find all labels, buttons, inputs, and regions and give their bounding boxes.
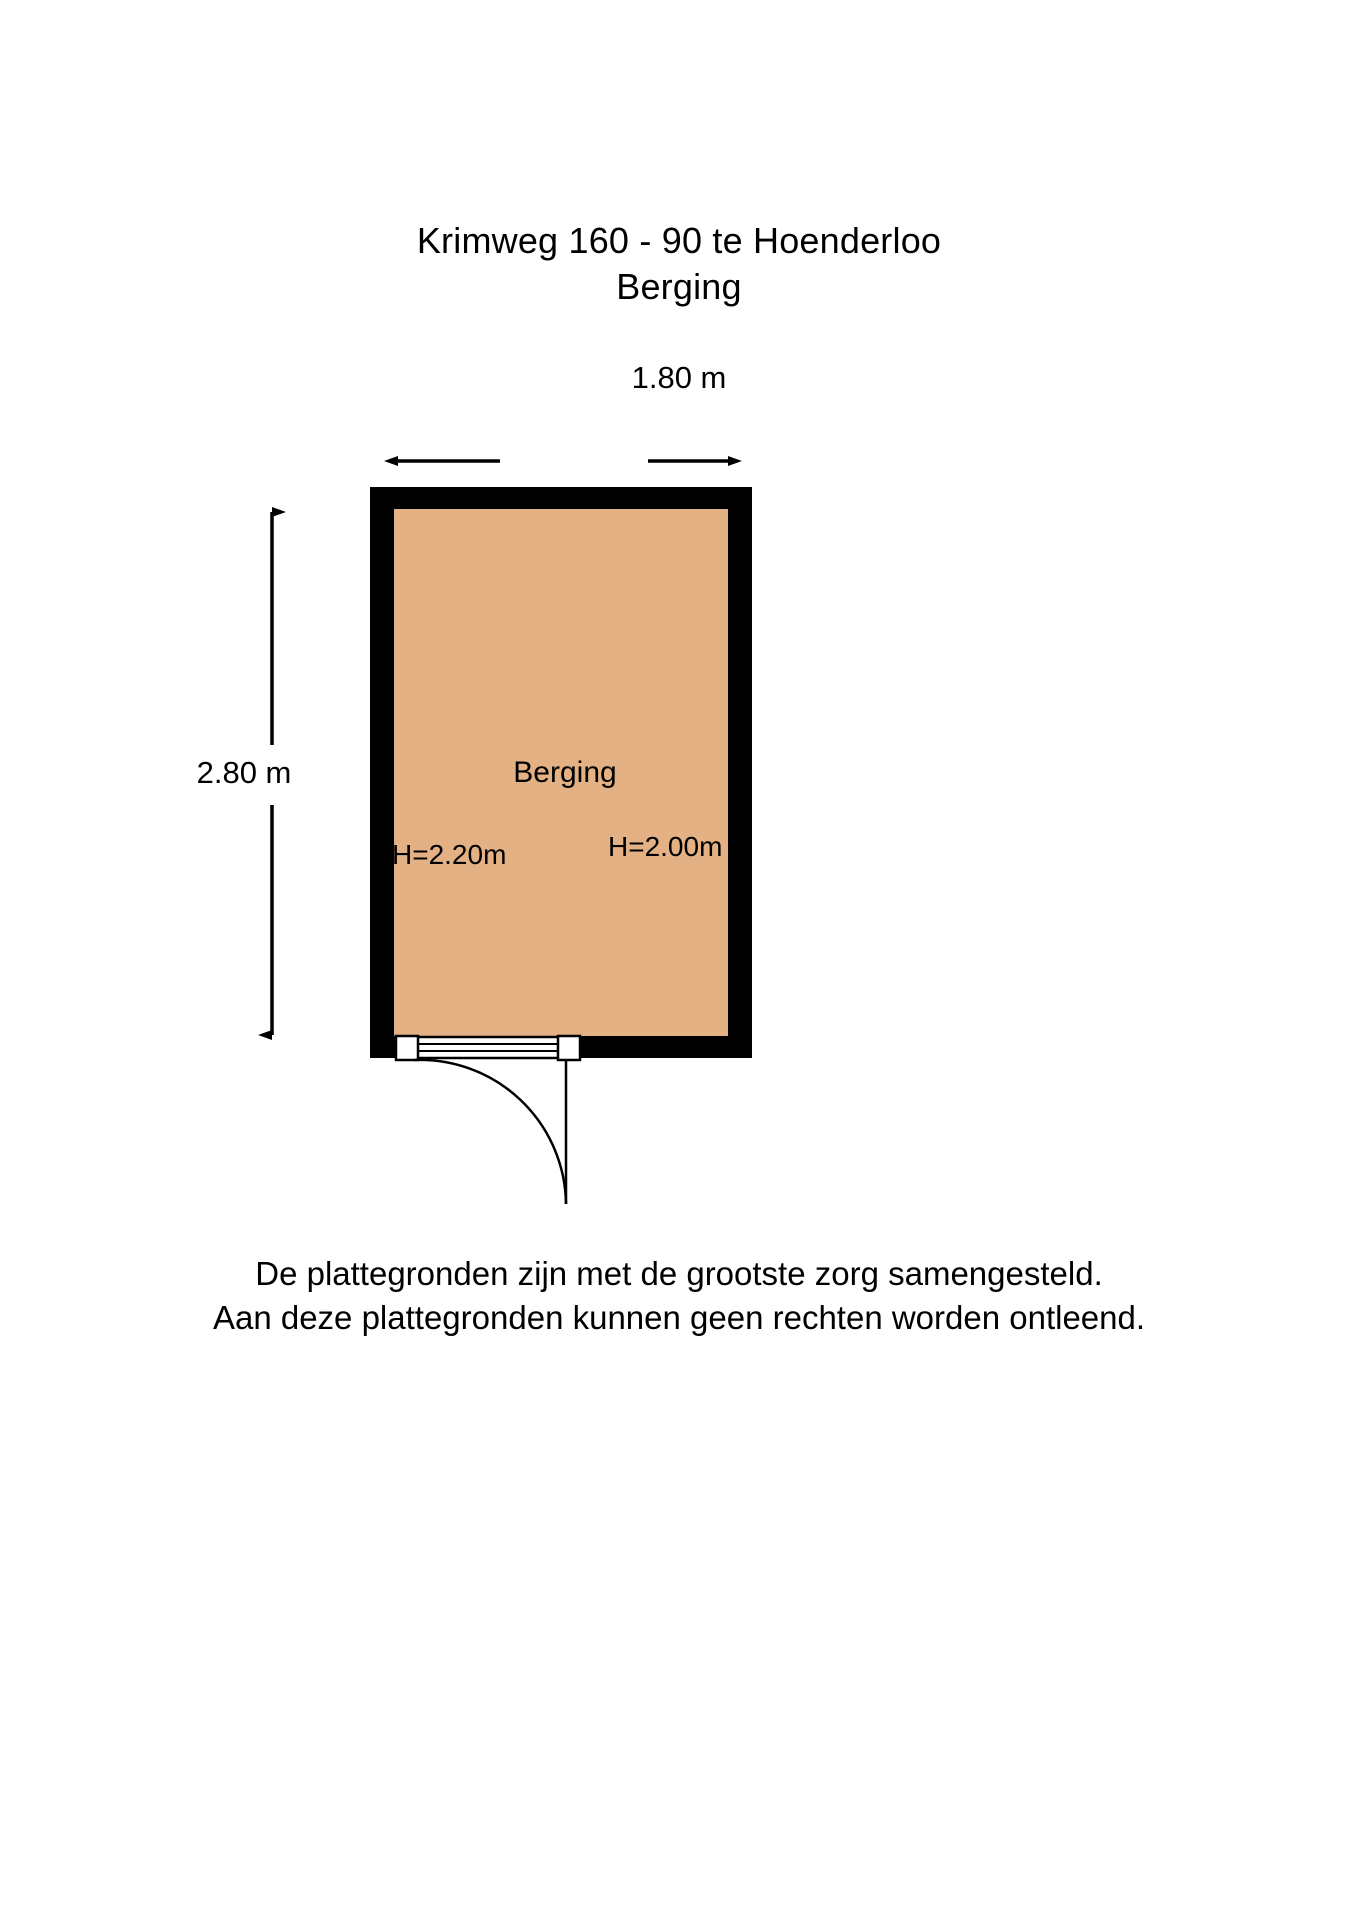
room-ceiling-height-right: H=2.00m bbox=[608, 831, 723, 862]
disclaimer-line-2: Aan deze plattegronden kunnen geen rechten worden ontleend. bbox=[212, 1299, 1146, 1336]
room-label-berging: Berging bbox=[513, 756, 617, 789]
disclaimer bbox=[0, 1252, 1358, 1340]
page-title: Krimweg 160 - 90 te Hoenderloo bbox=[416, 220, 942, 261]
page-subtitle: Berging bbox=[616, 266, 742, 307]
disclaimer-line-1: De plattegronden zijn met de grootste zorg samengesteld. bbox=[255, 1255, 1103, 1292]
room-ceiling-height-left: H=2.20m bbox=[392, 839, 507, 870]
door-swing-arc bbox=[414, 1060, 566, 1204]
dimension-height-label: 2.80 m bbox=[196, 755, 292, 790]
door-swing bbox=[414, 1060, 566, 1204]
dimension-width-label: 1.80 m bbox=[631, 360, 727, 395]
door-opening-gap bbox=[396, 1036, 580, 1060]
